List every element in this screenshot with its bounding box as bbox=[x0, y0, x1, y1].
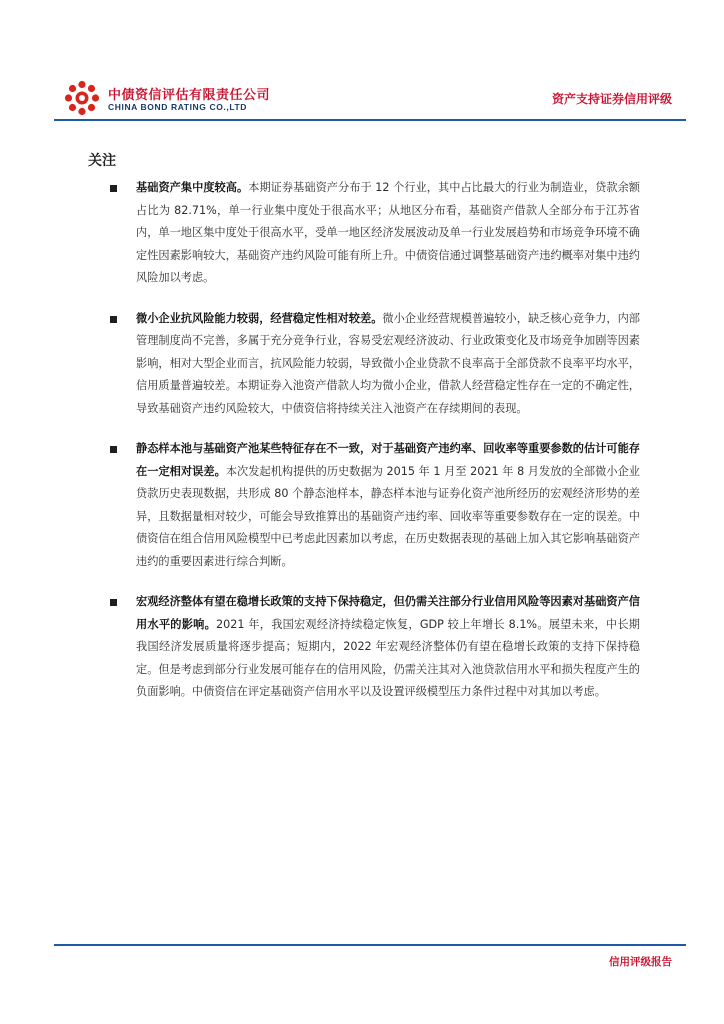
square-bullet-icon bbox=[110, 446, 117, 453]
footer-label: 信用评级报告 bbox=[609, 956, 672, 968]
list-item bbox=[110, 438, 640, 573]
list-item-body: 本次发起机构提供的历史数据为 2015 年 1 月至 2021 年 8 月发放的全部微小企业贷款历史表现数据，共形成 80 个静态池样本，静态样本池与证券化资产池所经历的宏观经济形势的差异，且数据量相对较少，可能会导致推算出的基础资产违约率、回收率等重要参数存在一定的误差。中债资信在组合信用风险模型中已考虑此因素加以考虑，在历史数据表现的基础上加入其它影响基础资产违约的重要因素进行综合判断。 bbox=[136, 464, 640, 568]
list-item-body: 2021 年，我国宏观经济持续稳定恢复，GDP 较上年增长 8.1%。展望未来，中长期我国经济发展质量将逐步提高；短期内，2022 年宏观经济整体仍有望在稳增长政策的支持下保持稳定。但是考虑到部分行业发展可能存在的信用风险，仍需关注其对入池贷款信用水平和损失程度产生的负面影响。中债资信在评定基础资产信用水平以及设置评级模型压力条件过程中对其加以考虑。 bbox=[136, 617, 640, 698]
list-item-body: 微小企业经营规模普遍较小，缺乏核心竞争力，内部管理制度尚不完善，多属于充分竞争行业，容易受宏观经济波动、行业政策变化及市场竞争加剧等因素影响，相对大型企业而言，抗风险能力较弱，导致微小企业贷款不良率高于全部贷款不良率平均水平，信用质量普遍较差。本期证券入池资产借款人均为微小企业，借款人经营稳定性存在一定的不确定性，导致基础资产违约风险较大，中债资信将持续关注入池资产在存续期间的表现。 bbox=[136, 311, 640, 415]
report-type-label: 资产支持证券信用评级 bbox=[551, 92, 672, 106]
list-item bbox=[110, 308, 640, 421]
square-bullet-icon bbox=[110, 316, 117, 323]
list-item-heading: 静态样本池与基础资产池某些特征存在不一致，对于基础资产违约率、回收率等重要参数的估计可能存在一定相对误差。 bbox=[136, 442, 640, 478]
list-item-text bbox=[136, 438, 640, 573]
concern-list bbox=[110, 177, 640, 722]
list-item bbox=[110, 591, 640, 704]
section-title: 关注 bbox=[88, 153, 116, 169]
list-item-heading: 宏观经济整体有望在稳增长政策的支持下保持稳定，但仍需关注部分行业信用风险等因素对基础资产信用水平的影响。 bbox=[136, 595, 640, 631]
list-item-body: 本期证券基础资产分布于 12 个行业，其中占比最大的行业为制造业，贷款余额占比为 82.71%，单一行业集中度处于很高水平；从地区分布看，基础资产借款人全部分布于江苏省内，单一地区集中度处于很高水平，受单一地区经济发展波动及单一行业发展趋势和市场竞争环境不确定性因素影响较大，基础资产违约风险可能有所上升。中债资信通过调整基础资产违约概率对集中违约风险加以考虑。 bbox=[136, 181, 640, 284]
list-item-heading: 微小企业抗风险能力较弱，经营稳定性相对较差。 bbox=[136, 311, 383, 325]
list-item-text bbox=[136, 177, 640, 290]
list-item-text bbox=[136, 591, 640, 704]
list-item bbox=[110, 177, 640, 290]
square-bullet-icon bbox=[110, 599, 117, 606]
header-divider bbox=[54, 119, 686, 121]
company-name-en: CHINA BOND RATING CO.,LTD bbox=[108, 102, 248, 112]
company-logo-icon bbox=[64, 80, 100, 116]
company-name-cn: 中债资信评估有限责任公司 bbox=[108, 88, 271, 103]
footer-divider bbox=[54, 944, 686, 946]
square-bullet-icon bbox=[110, 185, 117, 192]
list-item-heading: 基础资产集中度较高。 bbox=[136, 181, 249, 194]
list-item-text bbox=[136, 308, 640, 421]
